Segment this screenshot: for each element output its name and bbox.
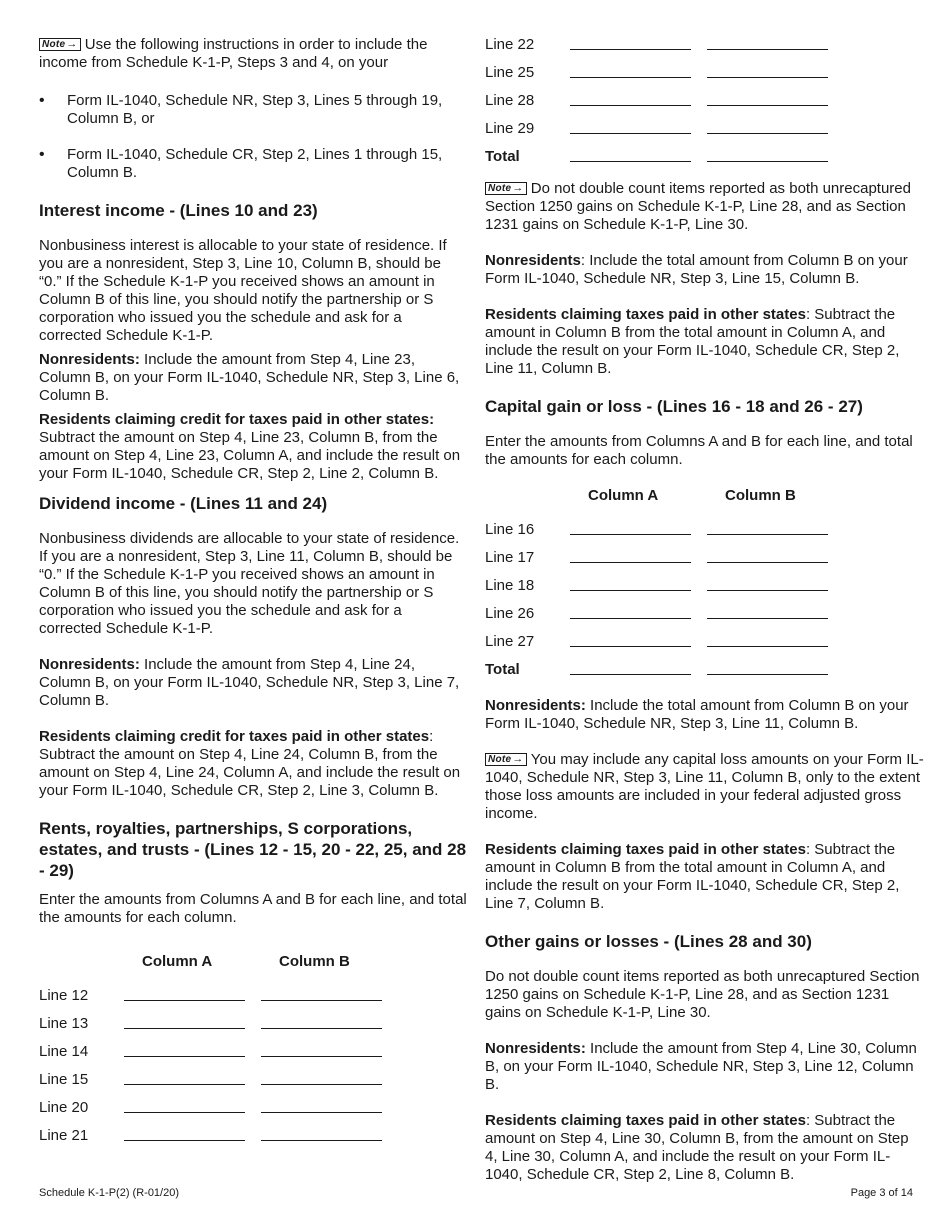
table-row	[39, 1089, 467, 1117]
table-row	[39, 1061, 467, 1089]
line-label: Line 29	[485, 120, 535, 137]
line-label: Line 14	[39, 1043, 89, 1060]
column-a-blank	[570, 77, 691, 78]
column-b-blank	[261, 1140, 382, 1141]
right-column	[485, 36, 925, 1202]
column-a-blank	[124, 1112, 245, 1113]
table-header	[39, 947, 467, 971]
other-gains-nonresidents: Nonresidents: Include the amount from Step 4, Line 30, Column B, on your Form IL-1040, Schedule NR, Step 3, Line 12, Column B.	[485, 1040, 917, 1093]
dividend-heading: Dividend income - (Lines 11 and 24)	[39, 494, 328, 513]
column-b-blank	[707, 534, 828, 535]
double-count-note: Note→ Do not double count items reported as both unrecaptured Section 1250 gains on Schedule K-1-P, Line 28, and as Section 1231 gains on Schedule K-1-P, Line 30.	[485, 180, 911, 233]
rents-instructions: Enter the amounts from Columns A and B for each line, and total the amounts for each column.	[39, 891, 467, 926]
rents-residents: Residents claiming taxes paid in other states: Subtract the amount in Column B from the total amount in Column A, and include the result on your Form IL-1040, Schedule CR, Step 2, Line 11, Column B.	[485, 306, 900, 377]
table-row	[39, 977, 467, 1005]
other-gains-heading: Other gains or losses - (Lines 28 and 30)	[485, 932, 812, 951]
total-label: Total	[485, 661, 520, 678]
column-a-header: Column A	[588, 487, 659, 504]
line-label: Line 16	[485, 521, 535, 538]
list-item: • Form IL-1040, Schedule CR, Step 2, Lines 1 through 15, Column B.	[39, 146, 467, 182]
column-b-header: Column B	[725, 487, 796, 504]
column-a-blank	[124, 1000, 245, 1001]
column-b-blank	[707, 105, 828, 106]
other-gains-residents: Residents claiming taxes paid in other states: Subtract the amount on Step 4, Line 30, Column B, from the amount on Step 4, Line 30, Column A, and include the result on your Form IL-1040, Schedule CR, Step 2, Line 8, Column B.	[485, 1112, 909, 1183]
column-b-blank	[707, 674, 828, 675]
capital-nonresidents: Nonresidents: Include the total amount from Column B on your Form IL-1040, Schedule NR, Step 3, Line 11, Column B.	[485, 697, 909, 732]
column-a-blank	[570, 562, 691, 563]
table-row	[485, 623, 925, 651]
table-row	[39, 1117, 467, 1145]
column-a-blank	[570, 49, 691, 50]
column-a-blank	[124, 1028, 245, 1029]
note-icon: Note→	[485, 753, 527, 766]
column-b-header: Column B	[279, 953, 350, 970]
capital-lines-table	[485, 481, 925, 679]
column-b-blank	[707, 646, 828, 647]
line-label: Line 27	[485, 633, 535, 650]
line-label: Line 20	[39, 1099, 89, 1116]
column-a-header: Column A	[142, 953, 213, 970]
table-row-total	[485, 138, 925, 166]
dividend-nonresidents: Nonresidents: Include the amount from Step 4, Line 24, Column B, on your Form IL-1040, Schedule NR, Step 3, Line 7, Column B.	[39, 656, 460, 709]
line-label: Line 21	[39, 1127, 89, 1144]
column-a-blank	[124, 1084, 245, 1085]
footer-form-id: Schedule K-1-P(2) (R-01/20)	[39, 1187, 180, 1199]
column-b-blank	[707, 161, 828, 162]
table-row	[485, 82, 925, 110]
interest-nonresidents: Nonresidents: Include the amount from Step 4, Line 23, Column B, on your Form IL-1040, Schedule NR, Step 3, Line 6, Column B.	[39, 351, 460, 404]
column-a-blank	[124, 1140, 245, 1141]
table-header	[485, 481, 925, 505]
capital-note: Note→ You may include any capital loss amounts on your Form IL-1040, Schedule NR, Step 3, Line 11, Column B, only to the extent those loss amounts are included in your federal adjusted gross income.	[485, 751, 924, 822]
capital-instructions: Enter the amounts from Columns A and B for each line, and total the amounts for each column.	[485, 433, 913, 468]
column-a-blank	[570, 161, 691, 162]
line-label: Line 26	[485, 605, 535, 622]
rents-nonresidents: Nonresidents: Include the total amount from Column B on your Form IL-1040, Schedule NR, Step 3, Line 15, Column B.	[485, 252, 908, 287]
capital-residents: Residents claiming taxes paid in other states: Subtract the amount in Column B from the total amount in Column A, and include the result on your Form IL-1040, Schedule CR, Step 2, Line 7, Column B.	[485, 841, 900, 912]
table-row	[485, 36, 925, 54]
table-row	[39, 1033, 467, 1061]
column-b-blank	[707, 77, 828, 78]
column-a-blank	[570, 646, 691, 647]
line-label: Line 28	[485, 92, 535, 109]
footer-page-number: Page 3 of 14	[850, 1187, 913, 1199]
interest-body: Nonbusiness interest is allocable to your state of residence. If you are a nonresident, Step 3, Line 10, Column B, should be “0.” If the Schedule K-1-P you received shows an amount in Column B of this line, you should notify the partnership or S corporation who issued you the schedule and ask for a corrected Schedule K-1-P.	[39, 237, 447, 344]
table-row	[485, 110, 925, 138]
rents-heading: Rents, royalties, partnerships, S corporations, estates, and trusts - (Lines 12 - 15, 20 - 22, 25, and 28 - 29)	[39, 819, 467, 880]
column-b-blank	[261, 1028, 382, 1029]
line-label: Line 15	[39, 1071, 89, 1088]
column-a-blank	[570, 590, 691, 591]
column-a-blank	[570, 618, 691, 619]
other-gains-body: Do not double count items reported as both unrecaptured Section 1250 gains on Schedule K-1-P, Line 28, and as Section 1231 gains on Schedule K-1-P, Line 30.	[485, 968, 920, 1021]
line-label: Line 13	[39, 1015, 89, 1032]
column-b-blank	[261, 1084, 382, 1085]
form-list	[39, 92, 467, 182]
column-a-blank	[570, 674, 691, 675]
rents-lines-table	[39, 947, 467, 1145]
dividend-residents: Residents claiming credit for taxes paid in other states: Subtract the amount on Step 4, Line 24, Column B, from the amount on Step 4, Line 24, Column A, and include the result on your Form IL-1040, Schedule CR, Step 2, Line 3, Column B.	[39, 728, 461, 799]
capital-heading: Capital gain or loss - (Lines 16 - 18 and 26 - 27)	[485, 397, 863, 416]
table-row	[485, 595, 925, 623]
note-icon: Note→	[485, 182, 527, 195]
left-column	[39, 36, 467, 1163]
column-b-blank	[707, 49, 828, 50]
column-b-blank	[707, 590, 828, 591]
column-b-blank	[261, 1000, 382, 1001]
column-a-blank	[570, 534, 691, 535]
column-a-blank	[124, 1056, 245, 1057]
table-row	[485, 539, 925, 567]
line-label: Line 25	[485, 64, 535, 81]
column-a-blank	[570, 133, 691, 134]
column-a-blank	[570, 105, 691, 106]
table-row	[485, 567, 925, 595]
intro-note: Note→ Use the following instructions in order to include the income from Schedule K-1-P, Steps 3 and 4, on your	[39, 36, 428, 71]
line-label: Line 18	[485, 577, 535, 594]
dividend-body: Nonbusiness dividends are allocable to your state of residence. If you are a nonresident, Step 3, Line 11, Column B, should be “0.” If the Schedule K-1-P you received shows an amount in Column B of this line, you should notify the partnership or S corporation who issued you the schedule and ask for a corrected Schedule K-1-P.	[39, 530, 460, 637]
column-b-blank	[707, 562, 828, 563]
column-b-blank	[707, 618, 828, 619]
interest-heading: Interest income - (Lines 10 and 23)	[39, 201, 318, 220]
column-b-blank	[261, 1112, 382, 1113]
column-b-blank	[707, 133, 828, 134]
table-row-total	[485, 651, 925, 679]
table-row	[485, 54, 925, 82]
interest-residents: Residents claiming credit for taxes paid in other states: Subtract the amount on Step 4, Line 23, Column B, from the amount on Step 4, Line 23, Column A, and include the result on your Form IL-1040, Schedule CR, Step 2, Line 2, Column B.	[39, 411, 461, 482]
list-item: • Form IL-1040, Schedule NR, Step 3, Lines 5 through 19, Column B, or	[39, 92, 467, 128]
line-label: Line 12	[39, 987, 89, 1004]
line-label: Line 17	[485, 549, 535, 566]
column-b-blank	[261, 1056, 382, 1057]
note-icon: Note→	[39, 38, 81, 51]
table-row	[39, 1005, 467, 1033]
total-label: Total	[485, 148, 520, 165]
table-row	[485, 511, 925, 539]
rents-lines-table-continued	[485, 36, 925, 166]
line-label: Line 22	[485, 36, 535, 53]
